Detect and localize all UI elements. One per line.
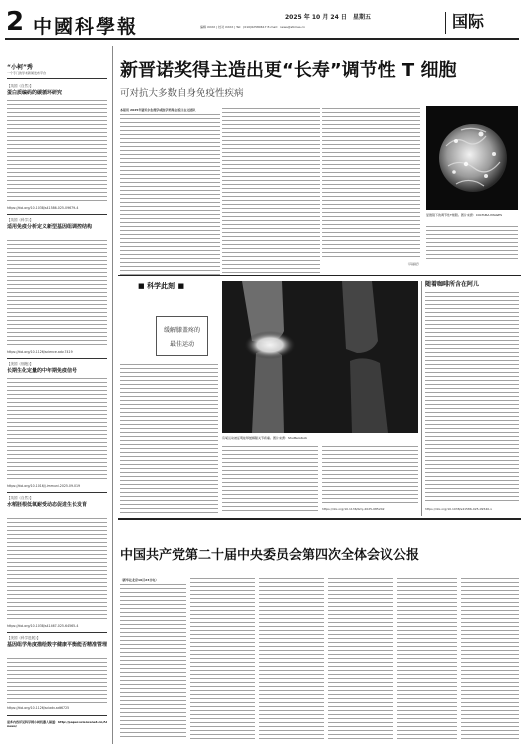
sidebar-item-doi: https://doi.org/10.1038/s41586-025-09679-4 [7,206,79,210]
feature-divider [421,281,422,516]
sidebar-item-kicker: 【英国《科学》】 [7,218,34,222]
sidebar-item-doi: https://doi.org/10.1016/j.immuni.2025.09.019 [7,484,81,488]
lead-subheadline: 可对抗大多数自身免疫性疾病 [120,88,244,99]
sidebar-item-doi: https://doi.org/10.1126/sciadv.adt6725 [7,706,70,710]
sidebar-column-title: “小柯”秀 [7,64,33,71]
bottom-body-col1 [120,584,186,740]
bottom-body-col6 [461,578,519,740]
right-doi: https://doi.org/10.1038/s41586-025-09540-x [425,507,493,511]
t-cell-illustration [426,106,518,210]
sidebar-item-title: 适用免疫分析定义新型基因组调控结构 [7,224,93,230]
bottom-body-col3 [259,578,324,740]
label-square-icon: ■ [177,282,185,290]
feature-title-box [156,316,208,356]
sidebar-item-kicker: 【美国《细胞》】 [7,362,34,366]
bottom-headline: 中国共产党第二十届中央委员会第四次全体会议公报 [120,548,420,563]
feature-title-line2: 最佳运动 [169,341,194,348]
lead-byline: 本报讯 2025年诺贝尔生理学或医学奖得主坂口志文团队 [120,108,196,112]
paper-logo: 中國科學報 [33,16,139,38]
feature-section-label: ■ 科学此刻 ■ [138,282,185,290]
masthead-contacts: 编辑 XXXX | 校对 XXXX | Tel：(010)62580617 E-mail：news@stimes.cn [200,25,306,29]
lead-body-col1 [120,114,220,276]
sidebar [0,40,112,749]
lead-bottom-rule [118,275,521,276]
sidebar-item-body [7,658,107,704]
bottom-intro: （新华社北京10月23日电） [120,578,159,582]
sidebar-item-kicker: 【英国《自然》】 [7,496,34,500]
t-cell-image [426,106,518,210]
feature-body-col3 [322,446,418,504]
lead-body-col2 [222,108,320,276]
feature-body-col2 [222,446,318,514]
lead-headline: 新晋诺奖得主造出更“长寿”调节性 T 细胞 [120,60,457,81]
lead-body-col3 [322,108,420,260]
masthead [0,0,524,40]
knee-image-caption: 有氧运动被证明能够缓解膝关节疼痛。图片来源：Shutterstock [222,436,308,440]
sidebar-item-title: 水稻胚根低氧耐受动态促进生长发育 [7,502,88,508]
bottom-body-col4 [328,578,393,740]
sidebar-item-body [7,518,107,622]
sidebar-item-title: 长期生化定量的中年期免疫信号 [7,368,78,374]
feature-bottom-rule [118,518,521,520]
t-cell-caption: 显微镜下的调节性T细胞。图片来源：CULTURA IMAGES [426,213,502,217]
sidebar-item-title: 基因组学角度描绘数字健康平衡能否精准管理 [7,642,108,648]
sidebar-item-body [7,378,107,482]
knee-image [222,281,418,433]
right-headline: 随着咖啡所含在阿儿 [425,281,480,288]
sidebar-footer: 更多内容详见科学网小柯机器人频道：http://paper.sciencenet.cn/AInews/ [7,720,107,729]
sidebar-item-body [7,240,107,348]
lead-author: （冯丽妃） [405,262,421,266]
section-name: 国际 [452,12,485,31]
issue-date: 2025 年 10 月 24 日 [285,14,347,21]
sidebar-item-doi: https://doi.org/10.1126/science.adv.7419 [7,350,73,354]
feature-doi: https://doi.org/10.1136/bmj-2025-085242 [322,507,385,511]
feature-title-line1: 缓解膝盖疼的 [163,327,200,334]
knee-xray-illustration [222,281,418,433]
bottom-body-col2 [190,578,255,740]
page-number: 2 [6,7,25,37]
sidebar-divider [112,46,113,744]
sidebar-item-kicker: 【美国《科学进展》】 [7,636,41,640]
label-square-icon: ■ [138,282,145,290]
right-body [425,292,519,504]
sidebar-item-doi: https://doi.org/10.1038/s41467-025-64565-4 [7,624,79,628]
sidebar-item-title: 蛋白质编码的碳循环研究 [7,90,63,96]
bottom-body-col5 [397,578,457,740]
lead-body-col4 [426,226,518,260]
sidebar-column-sub: 一个专门的学术新闻发布平台 [7,71,47,75]
sidebar-item-body [7,100,107,204]
issue-weekday: 星期五 [352,14,371,21]
feature-body-col1 [120,364,218,514]
section-divider [445,12,446,34]
sidebar-item-kicker: 【英国《自然》】 [7,84,34,88]
